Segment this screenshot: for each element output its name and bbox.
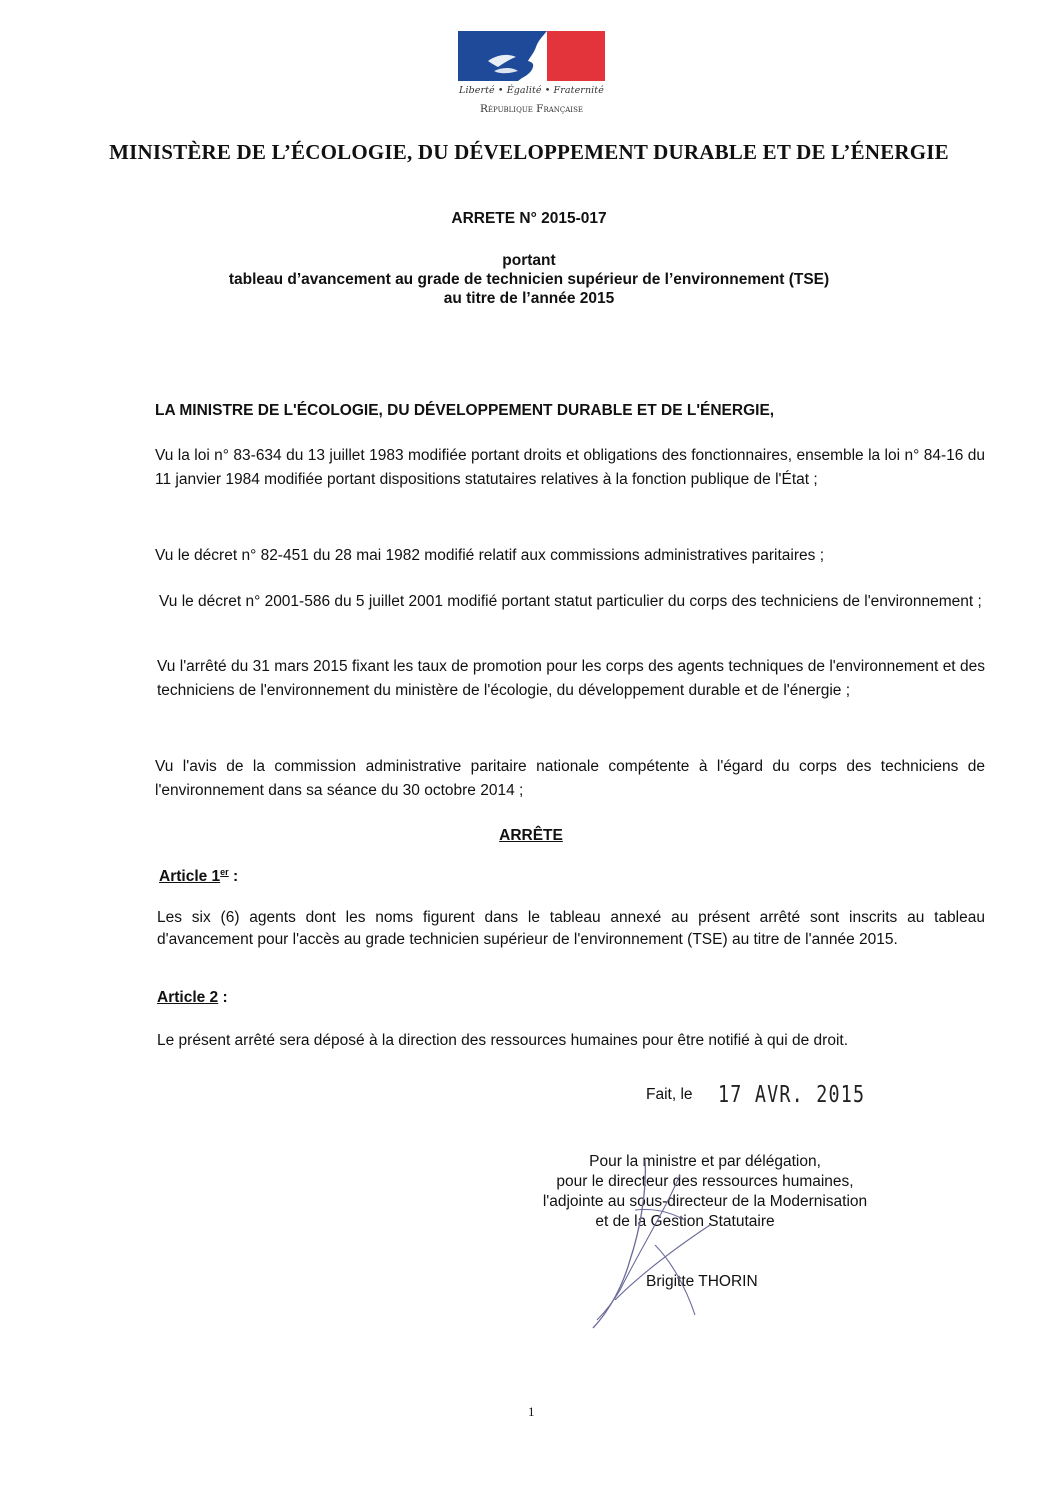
minister-heading: LA MINISTRE DE L'ÉCOLOGIE, DU DÉVELOPPEMENT DURABLE ET DE L'ÉNERGIE,: [155, 402, 775, 419]
motto: Liberté • Égalité • Fraternité: [459, 85, 604, 96]
subject-line-1: tableau d’avancement au grade de technicien supérieur de l’environnement (TSE): [228, 271, 830, 288]
arrete-number: ARRETE N° 2015-017: [451, 210, 607, 227]
date-stamp: 17 AVR. 2015: [718, 1082, 866, 1108]
republique-francaise-text: République Française: [480, 103, 583, 115]
delegation-line-2: pour le directeur des ressources humaines,: [556, 1173, 854, 1190]
delegation-line-1: Pour la ministre et par délégation,: [589, 1153, 821, 1170]
delegation-line-4: et de la Gestion Statutaire: [595, 1213, 775, 1230]
article-1-label: Article 1er :: [159, 867, 239, 886]
marianne-profile-icon: [458, 31, 605, 81]
subject-line-2: au titre de l’année 2015: [443, 290, 615, 307]
visa-arrete-2015: Vu l'arrêté du 31 mars 2015 fixant les taux de promotion pour les corps des agents techniques de l'environnement et des techniciens de l'environnement du ministère de l'écologie, du développement durable et de l'énergie ;: [157, 658, 985, 699]
article-2-text: Le présent arrêté sera déposé à la direction des ressources humaines pour être notifié à qui de droit.: [157, 1032, 849, 1049]
page-number: 1: [528, 1404, 535, 1419]
ministry-title: MINISTÈRE DE L’ÉCOLOGIE, DU DÉVELOPPEMENT DURABLE ET DE L’ÉNERGIE: [109, 140, 949, 164]
marianne-logo-icon: [458, 31, 605, 81]
article-1-text: Les six (6) agents dont les noms figurent dans le tableau annexé au présent arrêté sont inscrits au tableau d'avancement pour l'accès au grade technicien supérieur de l'environnement (TSE) au titre de l'année 2015.: [157, 909, 985, 948]
republique-francaise-logo: [458, 31, 605, 121]
fait-le-label: Fait, le: [646, 1086, 693, 1103]
visa-decret-2001: Vu le décret n° 2001-586 du 5 juillet 2001 modifié portant statut particulier du corps des techniciens de l'environnement ;: [159, 593, 982, 610]
article-2-label: Article 2 :: [157, 989, 228, 1006]
visa-avis-commission: Vu l'avis de la commission administrative paritaire nationale compétente à l'égard du corps des techniciens de l'environnement dans sa séance du 30 octobre 2014 ;: [155, 758, 985, 799]
visa-decret-1982: Vu le décret n° 82-451 du 28 mai 1982 modifié relatif aux commissions administratives paritaires ;: [155, 547, 824, 564]
handwritten-signature: [585, 1150, 765, 1330]
portant-label: portant: [502, 252, 556, 269]
delegation-line-3: l'adjointe au sous-directeur de la Modernisation: [542, 1193, 868, 1210]
signatory-name: Brigitte THORIN: [646, 1273, 758, 1290]
visa-loi: Vu la loi n° 83-634 du 13 juillet 1983 modifiée portant droits et obligations des fonctionnaires, ensemble la loi n° 84-16 du 11 janvier 1984 modifiée portant dispositions statutaires relatives à la fonction publique de l'État ;: [155, 447, 985, 488]
arrete-heading: ARRÊTE: [499, 827, 563, 844]
